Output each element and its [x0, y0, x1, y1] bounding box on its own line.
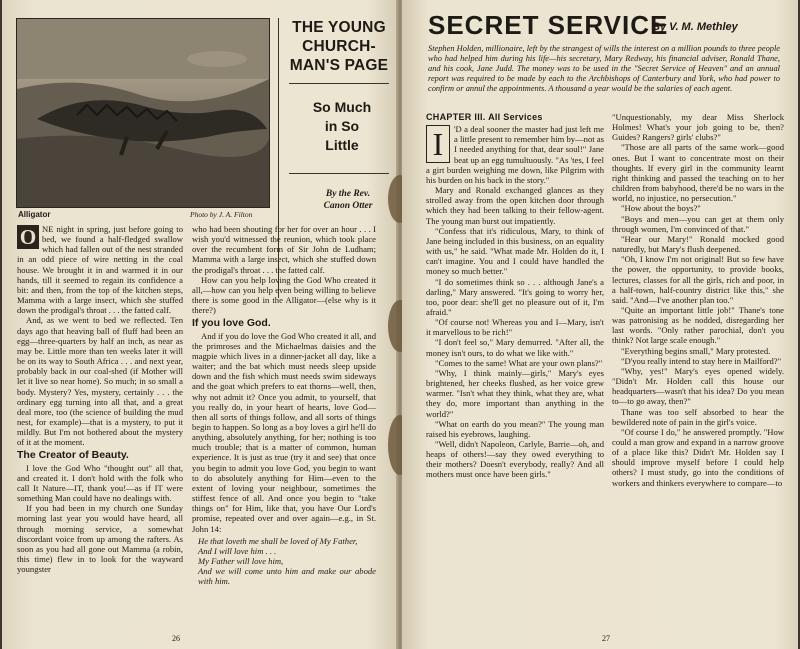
paragraph: "Hear our Mary!" Ronald mocked good naturedly, but Mary's flush deepened.	[612, 233, 784, 255]
paragraph: "Those are all parts of the same work—good ones. But I want to concentrate most on their thoughts. If every girl in the community learnt right thinking and passed the teaching on to her children from babyhood, there'd be no wars in the world, no injustice, no persecution."	[612, 142, 784, 204]
byline: By the Rev. Canon Otter	[323, 189, 373, 211]
paragraph: 'D a deal sooner the master had just left me a little present to remember him by—not as I needed anything for that, dear soul!" Jane beat up an egg tumultuously. "As 'tes, I feel a girt burden weighing me down, like Pilgrim with his burden on his back in the story."	[426, 124, 604, 185]
quote-line: My Father will love him,	[198, 556, 284, 566]
paragraph: "Unquestionably, my dear Miss Sherlock Holmes! What's your job going to be, then? Guides? Rangers? girls' clubs?"	[612, 112, 784, 143]
alligator-photo	[16, 18, 270, 208]
left-column-1	[17, 224, 183, 626]
paragraph: who had been shouting for her for over an hour . . . I wish you'd witnessed the reunion, which took place over the recumbent form of Sir John de Ludham; Mamma with a large insect, which she stuffed down the prodigal's throat . . . the fatted calf.	[192, 224, 376, 275]
paragraph: Mary and Ronald exchanged glances as they strolled away from the open kitchen door through which they had been talking to their fellow-agent. The young man burst out impatiently.	[426, 185, 604, 226]
quote-line: He that loveth me shall be loved of My Father,	[198, 535, 358, 546]
paragraph: "Why, yes!" Mary's eyes opened widely. "Didn't Mr. Holden call this house our headquarters—wasn't that his idea? Do you mean to—to go away, then?"	[612, 365, 784, 407]
story-intro: Stephen Holden, millionaire, left by the strangest of wills the interest on a million pounds to three people who had helped him during his life—his secretary, Mary Redway, his financial adviser, Ronald Thane, and his cook, Jane Judd. The money was to be used in the "Secret Service of Heaven" and an annual report was required to be made by each to the Archbishops of Canterbury and York, who had power to confirm or annul the appointments. A thousand a year would be the salaries of each agent.	[428, 44, 780, 93]
paragraph: How can you help loving the God Who created it all,—how can you help even being willing to believe there is some good in the Alligator—(else why is it there?)	[192, 274, 376, 316]
paragraph: "I do sometimes think so . . . although Jane's a darling," Mary answered. "It's going to worry her, too, poor dear: she'll get no pleasure out of it, I'm afraid."	[426, 276, 604, 317]
dropcap-i: I	[426, 125, 450, 163]
right-column-2	[612, 112, 784, 632]
paragraph: If you had been in my church one Sunday morning last year you would have heard, all through morning service, a somewhat discordant voice from up among the rafters. As soon as you had all gone out Mamma (a robin, this time) flew in to look for the wayward youngster	[17, 503, 183, 575]
paragraph: "How about the boys?"	[621, 203, 701, 214]
right-column-1	[426, 112, 604, 632]
paragraph: NE night in spring, just before going to bed, we found a half-fledged swallow which had fallen out of the nest stranded in an odd piece of wire netting in the coal house. We brought it in and warmed it in our hands, till it seemed to regain its confidence a bit: and then, from the top of the kitchen steps, Mamma with a large insect, which she stuffed down the prodigal's throat . . . the fatted calf.	[17, 224, 183, 316]
subheading-if-you-love-god: If you love God.	[192, 317, 271, 330]
left-page	[2, 0, 398, 649]
right-page	[402, 0, 798, 649]
dropcap-o: O	[17, 225, 39, 249]
paragraph: "Everything begins small," Mary protested.	[621, 345, 771, 356]
alligator-image	[17, 19, 269, 207]
paragraph: "What on earth do you mean?" The young man raised his eyebrows, laughing.	[426, 418, 604, 439]
story-title: SECRET SERVICE	[428, 10, 669, 40]
paragraph: "Of course I do," he answered promptly. "How could a man grow and expand in a narrow groove of a place like this? Didn't Mr. Holden say I should improve myself before I could help others? I must study, go into the conditions of workers and thinkers everywhere to compare—to	[612, 426, 784, 488]
photo-caption: Alligator	[18, 210, 51, 219]
paragraph: "Why, I think mainly—girls," Mary's eyes brightened, her cheeks flushed, as her voice grew warmer. "Isn't what they think, what they are, what they do, more important than anything in the world?"	[426, 367, 604, 419]
paragraph: And if you do love the God Who created it all, and the primroses and the Michaelmas daisies and the magpie which lives in a dinner-jacket all day, like a waiter; and the bat which must needs sleep upside down and the fish which must needs swim sideways and the goat which prefers to eat thorns—well, then, why not admit it? Once you admit, to yourself, that you really do, in your heart of hearts, love God—then all sorts of things follow, and all sorts of things begin to happen. So long as a boy loves a girl he'll do anything, absolutely anything, for her; nothing is too much trouble; that is a matter of common, human experience. It is just as true (try it and see) that once you begin to admit you love God, you begin to want to do absolutely anything for Him—even to the extent of loving your neighbour, sometimes the stiffest fence of all. And once you begin to "take things on" for Him, like that, you have Our Lord's promise, repeated over and over again—e.g., in St. John 14:	[192, 330, 376, 534]
paragraph: "Confess that it's ridiculous, Mary, to think of Jane being included in this business, on an equality with us," he said. "What made Mr. Holden do it, I can't imagine. You and I could have handled the money so much better."	[426, 225, 604, 277]
paragraph: "Well, didn't Napoleon, Carlyle, Barrie—oh, and heaps of others!—say they owed everything to their mothers? Doesn't everybody, really? And all mothers must once have been girls."	[426, 439, 604, 480]
story-byline: By V. M. Methley	[652, 21, 738, 33]
left-column-2	[192, 224, 376, 626]
scripture-quote	[192, 536, 376, 587]
paragraph: "D'you really intend to stay here in Mailford?"	[621, 355, 782, 366]
chapter-heading: CHAPTER III. All Services	[426, 112, 543, 122]
paragraph: I love the God Who "thought out" all that, and created it. I don't hold with the folk who call It Nature—IT, thank you!—as if IT were something Man could have no dealings with.	[17, 462, 183, 504]
subheading-creator-of-beauty: The Creator of Beauty.	[17, 449, 129, 462]
paragraph: "Comes to the same! What are your own plans?"	[435, 357, 603, 368]
paragraph: "Of course not! Whereas you and I—Mary, isn't it marvellous to be rich!"	[426, 317, 604, 338]
paragraph: "Quite an important little job!" Thane's tone was patronising as he nodded, disregarding her last words. "Only rather parochial, don't you think? Not large scale enough."	[612, 304, 784, 346]
page-title: THE YOUNG CHURCH-MAN'S PAGE	[289, 19, 389, 74]
page-number-right: 27	[602, 634, 610, 643]
article-title: So Much in So Little	[312, 99, 372, 153]
photo-credit: Photo by J. A. Filton	[190, 210, 253, 219]
quote-line: And we will come unto him and make our abode with him.	[198, 566, 376, 587]
quote-line: And I will love him . . .	[198, 545, 277, 556]
paragraph: And, as we went to bed we reflected. Ten days ago that heaving ball of fluff had been an egg—three-quarters by half an inch, as near as may be. Little more than ten weeks later it will be on its way to South Africa . . . and next year, probably back in our coal-shed (if Mother will let it live so near home). So much; in so small a body. Mystery? Yes, mystery, certainly . . . the ordinary egg turning into all that, and a great deal more, too (the science of building the mud nest, for example)—that is a mystery, to put it mildly. But I'm not bothered about the mystery of it at the moment.	[17, 315, 183, 448]
paragraph: "Oh, I know I'm not original! But so few have the power, the opportunity, to provide books, lectures, classes for all the girls, rich and poor, in a half-town, half-country district like this," she said. "And—I've another plan too."	[612, 254, 784, 305]
paragraph: "Boys and men—you can get at them only through women, I'm convinced of that."	[612, 213, 784, 234]
paragraph: Thane was too self absorbed to hear the bewildered note of pain in the girl's voice.	[612, 406, 784, 427]
page-number-left: 26	[172, 634, 180, 643]
paragraph: "I don't feel so," Mary demurred. "After all, the money isn't ours, to do what we like with."	[426, 337, 604, 358]
